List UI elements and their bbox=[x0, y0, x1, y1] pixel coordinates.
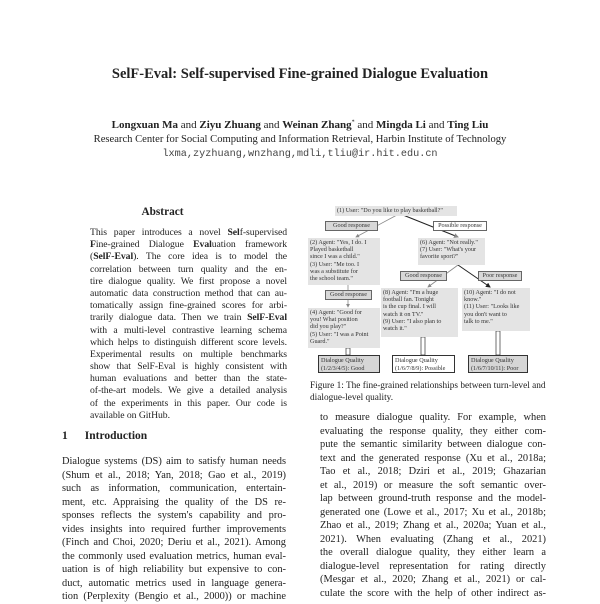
bold-text: SelF-Eval bbox=[93, 251, 134, 263]
figure-label-poor-response: Poor response bbox=[478, 271, 522, 281]
figure-text-line: (1/2/3/4/5): Good bbox=[321, 364, 365, 372]
text-segment: which helps to distinguish different score levels. bbox=[90, 336, 287, 348]
text-line: culate the score with the help of other indirect as- bbox=[320, 587, 546, 599]
text-segment: ). The core idea is to model the bbox=[133, 251, 287, 263]
text-line bbox=[90, 251, 287, 263]
author-name: Longxuan Ma bbox=[111, 119, 178, 131]
text-segment: with a multi-level contrastive learning schema bbox=[90, 324, 287, 336]
bold-text: Eval bbox=[193, 239, 212, 251]
text-line: pute the semantic similarity between dialogue con- bbox=[320, 439, 546, 450]
figure-text-line: did you play?" bbox=[310, 323, 347, 331]
arrow-dq-left bbox=[346, 348, 350, 355]
text-segment: human evaluations and better than the state- bbox=[90, 373, 287, 385]
figure-label-good-response: Good response bbox=[325, 290, 372, 300]
arrow-dq-right bbox=[496, 331, 500, 355]
introduction-body bbox=[62, 455, 286, 604]
figure-turns-2-3 bbox=[308, 238, 380, 285]
text-segment: tomatically assign fine-grained scores for arbi- bbox=[90, 300, 287, 312]
text-line bbox=[90, 300, 287, 312]
author-emails: lxma,zyzhuang,wnzhang,mdli,tliu@ir.hit.edu.cn bbox=[162, 149, 438, 160]
text-segment: tire dialogue quality. We first propose a novel bbox=[90, 275, 287, 287]
figure-text-line: (10) Agent: "I do not bbox=[464, 289, 516, 296]
text-line: ment, etc. Appraising the quality of the DS re- bbox=[62, 496, 286, 508]
right-column-body bbox=[320, 411, 546, 600]
figure-text-line: is the cup final. I will bbox=[383, 303, 436, 311]
figure-text-line: watch it." bbox=[383, 325, 407, 333]
figure-label-good-response: Good response bbox=[400, 271, 447, 281]
figure-text-line: (6) Agent: "Not really." bbox=[420, 239, 478, 246]
text-line bbox=[90, 361, 287, 373]
text-line: (Finch and Choi, 2020; Deriu et al., 2021). Among bbox=[62, 537, 286, 548]
text-line bbox=[90, 398, 287, 410]
text-line bbox=[90, 410, 287, 422]
text-line: text and the generated response (Xu et al., 2018a; bbox=[320, 452, 546, 464]
text-line: Tao et al., 2018; Dziri et al., 2019; Ghazarian bbox=[320, 466, 546, 477]
author-list bbox=[0, 119, 600, 131]
figure-text-line: the school team." bbox=[310, 275, 353, 283]
section-title: Introduction bbox=[84, 430, 148, 442]
figure-turns-6-7 bbox=[418, 238, 485, 265]
text-segment: trarily dialogue data. Then we train bbox=[90, 312, 248, 324]
figure-text-line: Dialogue Quality bbox=[471, 357, 514, 364]
text-line: Zhao et al., 2019; Zhang et al., 2020a; Yuan et al., bbox=[320, 520, 546, 531]
text-segment: uation framework bbox=[211, 239, 287, 251]
figure-text-line: was a substitute for bbox=[310, 267, 358, 275]
abstract-body bbox=[90, 227, 287, 422]
figure-label-possible-response: Possible response bbox=[433, 221, 487, 231]
text-line: lap between ground-truth response and the model- bbox=[320, 493, 546, 504]
corresponding-author-mark: * bbox=[351, 119, 355, 126]
figure-text-line: Dialogue Quality bbox=[321, 357, 364, 364]
figure-user-turn-1: (1) User: "Do you like to play basketball?" bbox=[335, 206, 457, 216]
text-line: et al., 2019) or measure the soft semantic over- bbox=[320, 479, 546, 491]
bold-text: SelF-Eval bbox=[247, 312, 287, 324]
text-line bbox=[90, 288, 287, 300]
text-line: (Shum et al., 2018; Yan, 2018; Gao et al., 2019) bbox=[62, 469, 286, 481]
figure-text-line: (1/6/7/8/9): Possible bbox=[395, 364, 446, 372]
section-number: 1 bbox=[62, 430, 68, 442]
author-name: Ziyu Zhuang bbox=[199, 119, 261, 131]
section-heading-introduction bbox=[62, 430, 147, 442]
text-line: 2021). When evaluating (Zhang et al., 2021) bbox=[320, 533, 546, 545]
author-separator: and bbox=[260, 119, 283, 131]
text-segment: of-the-art models. We give a detailed analysis bbox=[90, 385, 287, 397]
text-line bbox=[90, 227, 287, 239]
text-line: evaluating the response quality, they either com- bbox=[320, 425, 546, 437]
figure-text-line: know." bbox=[464, 296, 482, 304]
text-line bbox=[90, 276, 287, 288]
text-segment: This paper introduces a novel bbox=[90, 227, 228, 238]
figure-text-line: football fan. Tonight bbox=[383, 296, 434, 304]
figure-text-line: favorite sport?" bbox=[420, 253, 459, 261]
text-line bbox=[90, 373, 287, 385]
text-segment: of the experiments in this paper. Our code is bbox=[90, 397, 287, 409]
text-segment: f-supervised bbox=[239, 227, 287, 238]
author-separator: and bbox=[425, 119, 448, 131]
figure-text-line: Played basketball bbox=[310, 246, 354, 254]
text-line: to measure dialogue quality. For example, when bbox=[320, 412, 546, 423]
figure-text-line: talk to me." bbox=[464, 317, 493, 325]
text-line: uation is of high reliability but expensive to con- bbox=[62, 564, 286, 575]
text-line: duct, automatic metrics used in language genera- bbox=[62, 577, 286, 589]
figure-label-good-response: Good response bbox=[325, 221, 378, 231]
text-line bbox=[90, 264, 287, 276]
figure-text-line: (2) Agent: "Yes, I do. I bbox=[310, 239, 367, 246]
paper-title: SelF-Eval: Self-supervised Fine-grained Dialogue Evaluation bbox=[111, 66, 489, 82]
text-line: the commonly used evaluation metrics, human eval- bbox=[62, 550, 286, 562]
text-line: Dialogue systems (DS) aim to satisfy human needs bbox=[62, 456, 286, 467]
text-segment: ine-grained Dialogue bbox=[95, 239, 194, 251]
figure-text-line: watch it on TV." bbox=[383, 310, 424, 318]
figure-turns-4-5 bbox=[308, 308, 380, 348]
text-line: sponses reflects the system's capability and pro- bbox=[62, 510, 286, 521]
text-line: generated one (Lowe et al., 2017; Xu et al., 2018b; bbox=[320, 506, 546, 518]
figure-text-line: (3) User: "Me too. I bbox=[310, 260, 360, 268]
figure-text-line: (8) Agent: "I'm a huge bbox=[383, 289, 439, 296]
text-line: the overall dialogue quality, they either learn a bbox=[320, 547, 546, 558]
figure-text-line: Dialogue Quality bbox=[395, 357, 438, 364]
text-line: tion (Perplexity (Bengio et al., 2000)) or machine bbox=[62, 591, 286, 602]
author-name: Weinan Zhang bbox=[282, 119, 352, 131]
figure-text-line: (4) Agent: "Good for bbox=[310, 309, 362, 316]
figure-text-line: you don't want to bbox=[464, 310, 507, 318]
figure-caption: Figure 1: The fine-grained relationships between turn-level and dialogue-level quality. bbox=[310, 381, 546, 403]
figure-text-line: since I was a child." bbox=[310, 253, 360, 261]
text-line bbox=[90, 337, 287, 349]
figure-text-line: (5) User: "I was a Point bbox=[310, 330, 369, 338]
figure-dialogue-quality-possible bbox=[392, 355, 455, 373]
text-line bbox=[90, 349, 287, 361]
author-name: Ting Liu bbox=[447, 119, 489, 131]
text-segment: correlation between turn quality and the en- bbox=[90, 263, 287, 275]
author-separator: and bbox=[178, 119, 200, 131]
text-line: such as information, communication, entertain- bbox=[62, 483, 286, 494]
text-segment: ( bbox=[90, 251, 94, 263]
text-line bbox=[90, 239, 287, 251]
figure-text-line: (9) User: "I also plan to bbox=[383, 317, 442, 325]
text-segment: automatic data construction method that can au- bbox=[90, 287, 287, 299]
text-line: dialogue-level representation for rating directly bbox=[320, 560, 546, 572]
figure-text-line: (1/6/7/10/11): Poor bbox=[471, 364, 519, 372]
bold-text: Sel bbox=[227, 227, 240, 238]
figure-text-line: you! What position bbox=[310, 316, 358, 324]
text-line bbox=[90, 312, 287, 324]
text-line bbox=[90, 385, 287, 397]
text-segment: Experimental results on multiple benchmarks bbox=[90, 348, 287, 360]
author-separator: and bbox=[354, 119, 377, 131]
bold-text: F bbox=[90, 239, 96, 251]
text-line: vides insights into required further improvements bbox=[62, 523, 286, 535]
figure-text-line: Guard." bbox=[310, 337, 330, 345]
figure-turns-8-9 bbox=[381, 288, 458, 337]
text-segment: show that SelF-Eval is highly consistent with bbox=[90, 361, 287, 373]
text-line bbox=[90, 325, 287, 337]
text-segment: available on GitHub. bbox=[90, 409, 170, 421]
affiliation: Research Center for Social Computing and Information Retrieval, Harbin Institute of Technology bbox=[93, 134, 507, 145]
figure-text-line: (11) User: "Looks like bbox=[464, 303, 520, 311]
abstract-heading: Abstract bbox=[141, 206, 184, 218]
figure-text-line: (7) User: "What's your bbox=[420, 246, 477, 254]
arrow-dq-mid bbox=[421, 337, 425, 355]
author-name: Mingda Li bbox=[376, 119, 426, 131]
figure-dialogue-quality-good bbox=[318, 355, 380, 373]
figure-turns-10-11 bbox=[462, 288, 530, 331]
text-line: (Mesgar et al., 2020; Zhang et al., 2021) or cal- bbox=[320, 574, 546, 585]
figure-dialogue-quality-poor bbox=[468, 355, 528, 373]
